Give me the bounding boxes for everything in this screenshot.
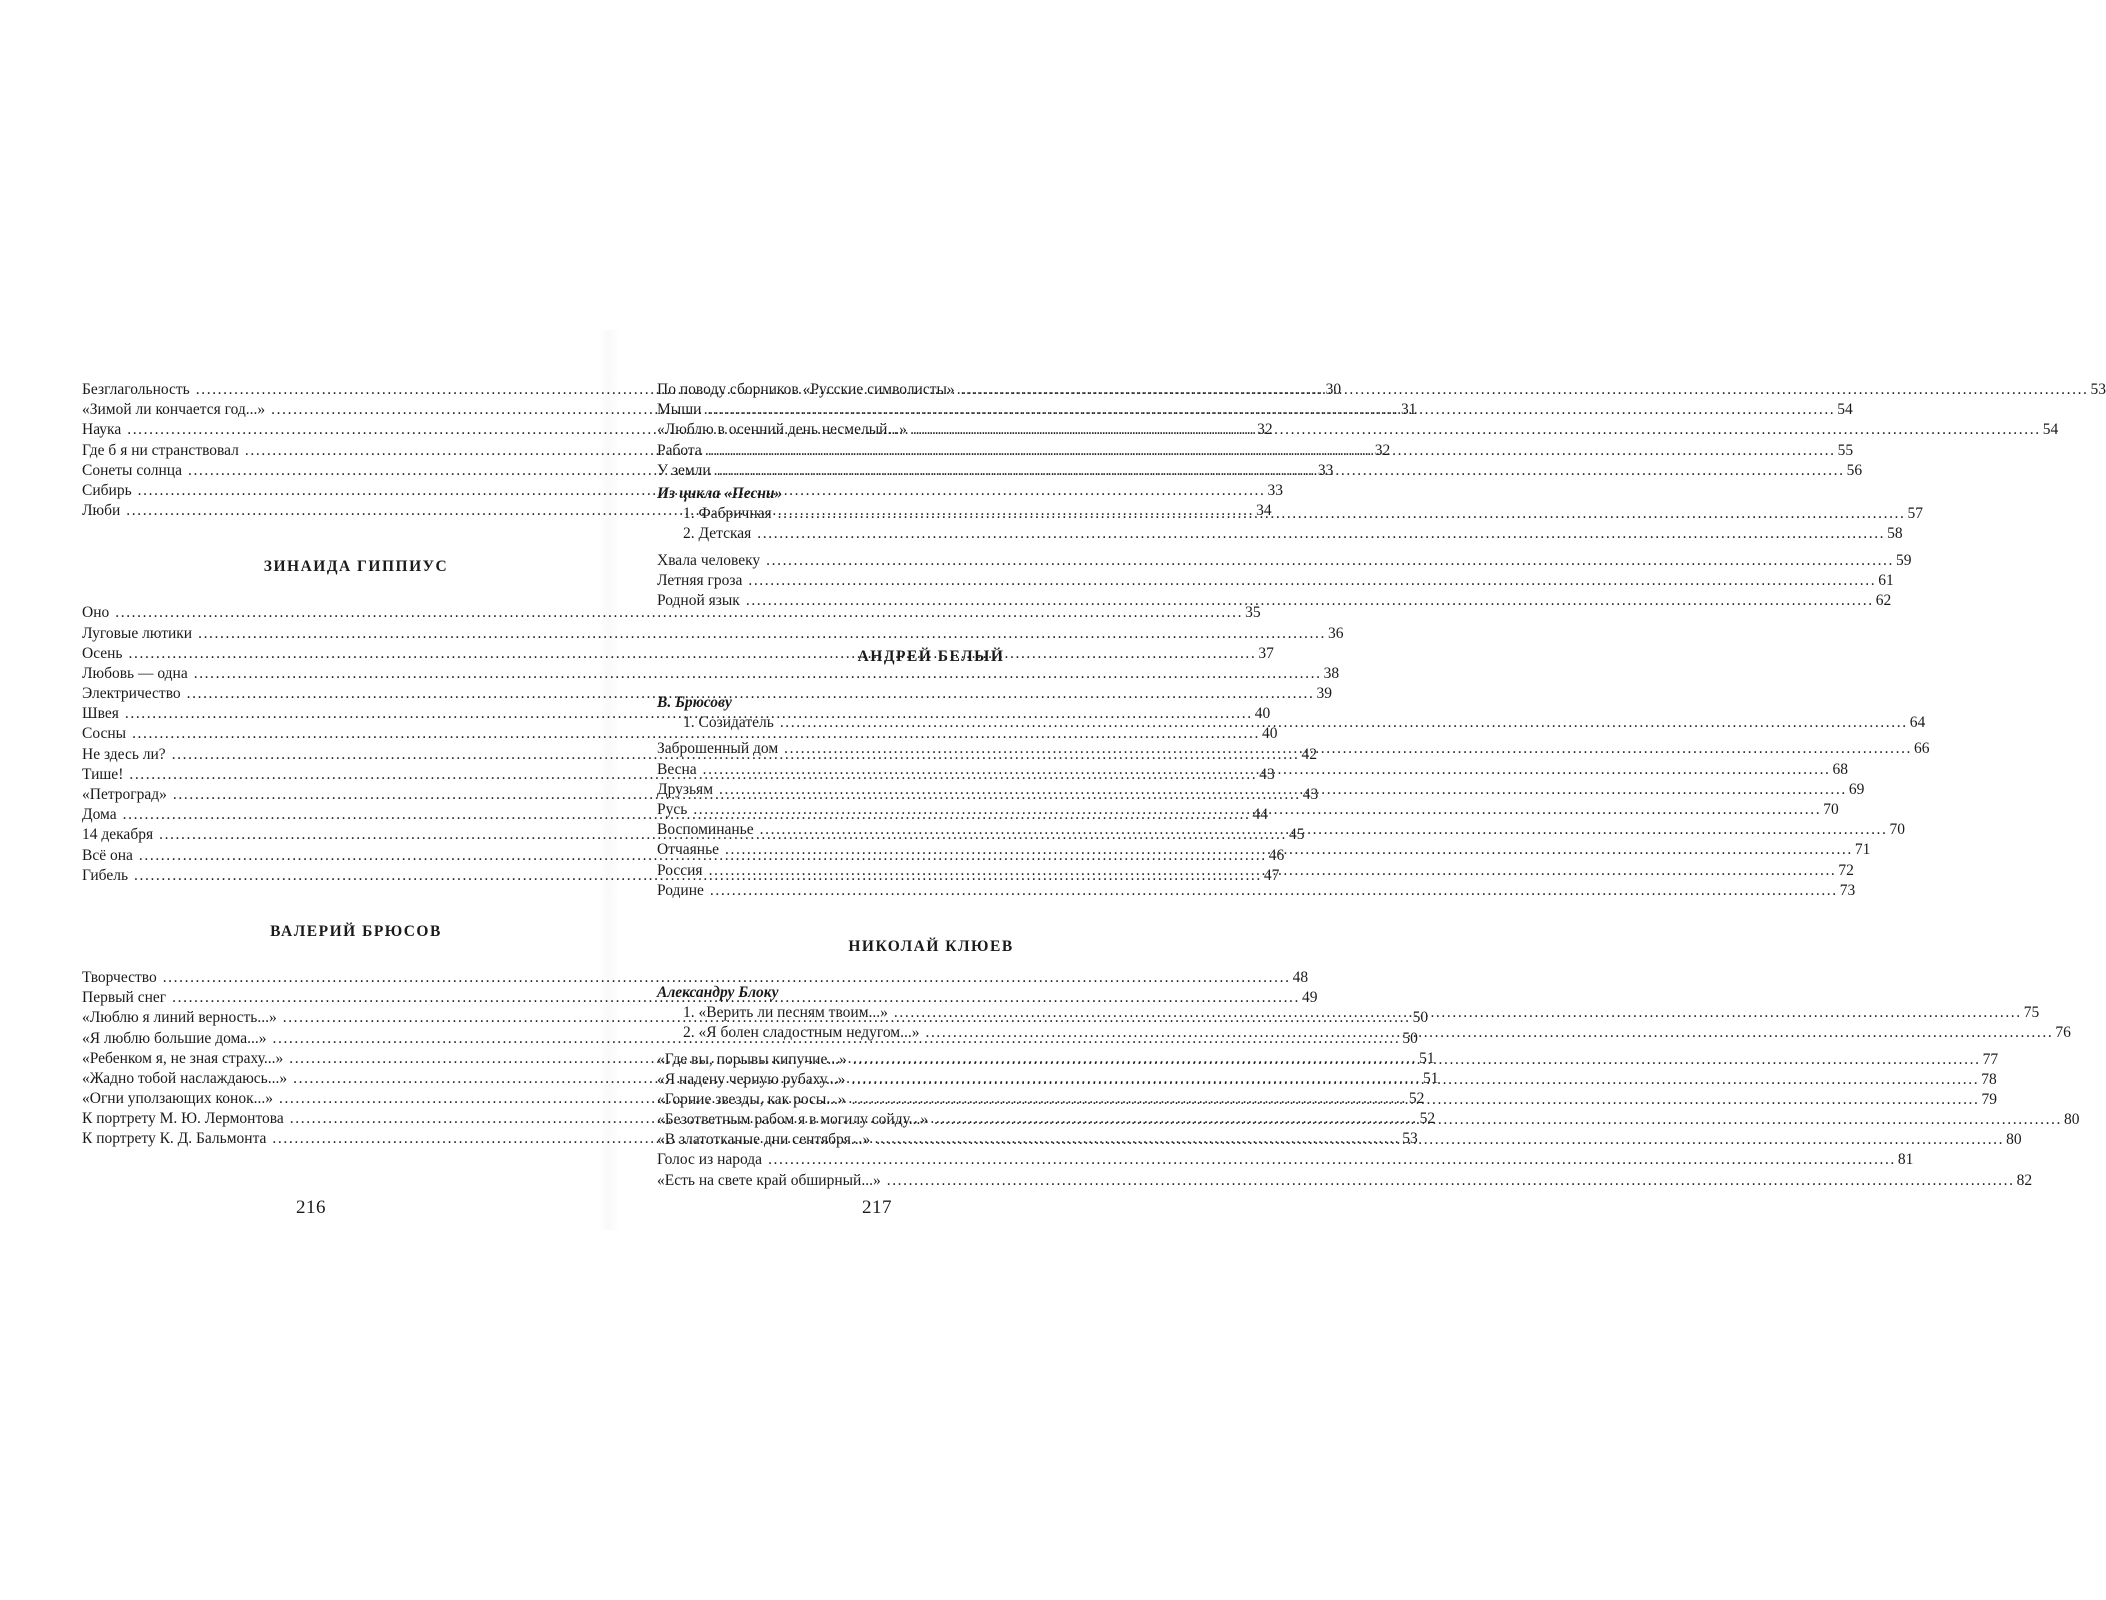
toc-entry-title: Отчаянье (657, 841, 720, 859)
leader-dots (703, 760, 1831, 780)
toc-entry-title: Воспоминанье (657, 821, 754, 839)
toc-entry-title: Хвала человеку (657, 551, 761, 569)
leader-dots (766, 551, 1894, 571)
toc-entry-title: Сибирь (82, 481, 132, 499)
toc-entry-page: 54 (1837, 401, 1853, 419)
toc-entry-title: «Зимой ли кончается год...» (82, 401, 266, 419)
toc-entry-page: 80 (2006, 1131, 2022, 1149)
toc-entry-page: 72 (1838, 861, 1854, 879)
leader-dots (784, 739, 1912, 759)
toc-entry-title: Русь (657, 801, 688, 818)
toc-entry-page: 82 (2016, 1171, 2033, 1189)
author-heading-klyuev: НИКОЛАЙ КЛЮЕВ (848, 937, 1014, 955)
toc-entry-title: Тише! (82, 765, 124, 783)
toc-entry-title: «Люблю я линий верность...» (82, 1009, 277, 1027)
leader-dots (780, 713, 1908, 733)
toc-entry-title: Друзьям (657, 780, 713, 798)
toc-entry-page: 38 (1323, 664, 1340, 682)
toc-entry-page: 33 (1317, 461, 1334, 479)
toc-entry-title: Весна (657, 760, 697, 778)
toc-entry-page: 50 (1412, 1009, 1429, 1027)
toc-entry-page: 53 (2090, 381, 2106, 398)
toc-entry-page: 35 (1245, 604, 1261, 622)
toc-entry-title: Не здесь ли? (82, 745, 166, 763)
toc-entry-page: 51 (1422, 1069, 1439, 1087)
toc-entry-page: 30 (1325, 381, 1342, 398)
leader-dots (853, 1050, 1981, 1070)
toc-entry-page: 61 (1878, 571, 1894, 589)
toc-entry-page: 71 (1854, 841, 1871, 859)
toc-entry-page: 54 (2042, 421, 2059, 439)
toc-entry-title: Голос из народа (657, 1151, 763, 1169)
toc-entry-title: «Есть на свете край обширный...» (657, 1171, 881, 1189)
toc-entry-page: 47 (1263, 866, 1280, 884)
toc-entry-title: По поводу сборников «Русские символисты» (657, 381, 955, 398)
toc-entry-title: «В златотканые дни сентября...» (657, 1131, 871, 1149)
toc-entry (657, 524, 1903, 544)
toc-entry-title: Луговые лютики (82, 624, 193, 642)
leader-dots (719, 780, 1847, 800)
toc-entry (82, 724, 1278, 744)
toc-entry-title: Швея (82, 705, 119, 723)
toc-entry-title: «Люблю в осенний день несмелый...» (657, 421, 907, 439)
toc-entry (657, 591, 1892, 611)
leader-dots (757, 524, 1885, 544)
toc-entry-title: «Безответным рабом я в могилу сойду...» (657, 1111, 929, 1129)
toc-entry-page: 76 (2055, 1024, 2071, 1042)
toc-entry-page: 33 (1267, 481, 1283, 499)
toc-entry-title: «Где вы, порывы кипучие...» (657, 1050, 847, 1068)
toc-entry-title: «Горние звезды, как росы...» (657, 1090, 846, 1108)
toc-entry-page: 81 (1897, 1151, 1914, 1169)
leader-dots (746, 591, 1874, 611)
toc-entry-page: 37 (1258, 644, 1274, 662)
toc-entry (657, 1150, 1914, 1170)
toc-entry-page: 34 (1256, 502, 1272, 520)
toc-entry (657, 881, 1856, 901)
toc-entry-page: 80 (2064, 1111, 2080, 1129)
toc-entry-page: 32 (1374, 441, 1391, 459)
leader-dots (768, 1150, 1896, 1170)
cycle-heading-to-bryusov: В. Брюсову (657, 694, 732, 712)
toc-entry-title: Работа (657, 441, 702, 459)
toc-entry-page: 50 (1402, 1029, 1418, 1047)
leader-dots (851, 1070, 1979, 1090)
toc-entry-page: 78 (1981, 1070, 1997, 1088)
toc-entry-title: 14 декабря (82, 826, 154, 844)
leader-dots (693, 800, 1821, 820)
toc-entry-page: 36 (1327, 624, 1344, 642)
toc-entry (657, 1171, 2033, 1191)
toc-entry-title: 1. Созидатель (683, 714, 774, 732)
leader-dots (876, 1130, 2004, 1150)
toc-entry-title: Наука (82, 421, 122, 439)
toc-entry-title: Любовь — одна (82, 664, 188, 682)
toc-entry-page: 70 (1889, 821, 1905, 839)
leader-dots (710, 881, 1838, 901)
toc-entry-title: 2. Детская (683, 525, 752, 543)
toc-entry-page: 52 (1419, 1110, 1436, 1128)
toc-entry-title: «Я люблю большие дома...» (82, 1029, 267, 1047)
leader-dots (934, 1110, 2062, 1130)
toc-entry (82, 664, 1340, 684)
toc-entry-page: 70 (1823, 801, 1839, 818)
toc-entry (82, 968, 1309, 988)
toc-entry-title: 1. «Верить ли песням твоим...» (683, 1004, 888, 1022)
toc-entry-page: 31 (1401, 401, 1417, 419)
toc-entry-title: 2. «Я болен сладостным недугом...» (683, 1024, 920, 1042)
toc-entry-page: 66 (1914, 740, 1930, 758)
leader-dots (748, 571, 1876, 591)
toc-entry-title: Безглагольность (82, 381, 190, 398)
toc-entry-page: 44 (1252, 806, 1268, 824)
toc-entry-title: Родной язык (657, 591, 740, 609)
toc-entry-page: 58 (1887, 525, 1903, 543)
toc-entry-title: Сонеты солнца (82, 461, 182, 479)
toc-entry-page: 56 (1846, 461, 1863, 479)
after-cycle-list (657, 551, 1912, 612)
leader-dots (725, 840, 1853, 860)
toc-entry-title: «Огни уползающих конок...» (82, 1090, 273, 1108)
author-heading-bryusov: ВАЛЕРИЙ БРЮСОВ (270, 922, 442, 940)
toc-entry-title: «Я надену черную рубаху...» (657, 1070, 846, 1088)
leader-dots (707, 400, 1835, 420)
toc-entry-page: 55 (1837, 441, 1854, 459)
author-heading-gippius: ЗИНАИДА ГИППИУС (263, 558, 449, 576)
toc-entry-page: 64 (1909, 714, 1926, 732)
toc-entry-title: Первый снег (82, 989, 167, 1007)
toc-entry-title: Осень (82, 644, 123, 662)
toc-entry-page: 75 (2023, 1004, 2040, 1022)
toc-entry-title: Творчество (82, 968, 157, 986)
toc-entry-page: 48 (1292, 968, 1309, 986)
toc-entry (657, 551, 1912, 571)
toc-entry-title: Заброшенный дом (657, 740, 779, 758)
toc-entry-page: 73 (1839, 881, 1856, 899)
toc-entry-title: Оно (82, 604, 110, 622)
toc-entry-title: Электричество (82, 685, 181, 703)
toc-entry-page: 45 (1288, 826, 1305, 844)
toc-entry-title: Россия (657, 861, 703, 879)
toc-entry-page: 52 (1408, 1090, 1425, 1108)
leader-dots (852, 1090, 1980, 1110)
toc-entry-title: «Жадно тобой наслаждаюсь...» (82, 1069, 288, 1087)
toc-entry-title: У земли (657, 461, 711, 479)
toc-entry-page: 57 (1907, 505, 1924, 523)
toc-entry-title: Летняя гроза (657, 571, 743, 589)
toc-entry-page: 77 (1982, 1050, 1999, 1068)
cycle-heading-songs: Из цикла «Песни» (657, 484, 783, 502)
toc-entry-title: Дома (82, 806, 117, 824)
toc-entry-title: 1. Фабричная (683, 505, 772, 523)
toc-entry (82, 624, 1344, 644)
leader-dots (709, 861, 1837, 881)
toc-entry (82, 603, 1261, 623)
toc-entry-page: 42 (1301, 745, 1318, 763)
leader-dots (894, 1003, 2022, 1023)
toc-entry-title: К портрету М. Ю. Лермонтова (82, 1110, 284, 1128)
leader-dots (961, 380, 2089, 400)
toc-entry-title: «Петроград» (82, 786, 167, 803)
toc-entry (657, 571, 1894, 591)
leader-dots (913, 420, 2041, 440)
toc-entry-title: Где б я ни странствовал (82, 441, 239, 459)
toc-entry-page: 69 (1848, 780, 1865, 798)
toc-entry-page: 62 (1875, 591, 1892, 609)
toc-entry-title: Люби (82, 502, 121, 520)
toc-entry-title: Родине (657, 881, 704, 899)
toc-entry-title: Всё она (82, 846, 133, 864)
toc-entry-title: Сосны (82, 725, 127, 743)
leader-dots (717, 461, 1845, 481)
toc-entry-page: 46 (1268, 846, 1285, 864)
page-number-right: 217 (862, 1197, 892, 1218)
leader-dots (887, 1171, 2015, 1191)
toc-entry-title: Гибель (82, 866, 129, 884)
toc-entry-title: Мыши (657, 401, 702, 419)
toc-entry-page: 49 (1302, 989, 1318, 1007)
page-number-left: 216 (296, 1197, 326, 1218)
toc-entry-page: 59 (1896, 551, 1912, 569)
leader-dots (760, 820, 1888, 840)
toc-entry-page: 53 (1402, 1130, 1418, 1148)
toc-entry-page: 40 (1261, 725, 1278, 743)
leader-dots (925, 1023, 2053, 1043)
toc-entry-page: 79 (1981, 1090, 1998, 1108)
toc-entry-page: 32 (1257, 421, 1273, 439)
toc-entry-page: 43 (1302, 786, 1319, 803)
author-heading-bely: АНДРЕЙ БЕЛЫЙ (857, 648, 1005, 666)
toc-entry-page: 40 (1254, 705, 1271, 723)
toc-entry-title: «Ребенком я, не зная страху...» (82, 1049, 284, 1067)
cycle-heading-to-blok: Александру Блоку (657, 983, 779, 1001)
toc-entry-title: К портрету К. Д. Бальмонта (82, 1130, 267, 1148)
toc-entry-page: 68 (1832, 760, 1849, 778)
toc-entry-page: 51 (1419, 1049, 1435, 1067)
toc-entry-page: 43 (1259, 765, 1275, 783)
toc-entry-page: 39 (1316, 685, 1333, 703)
leader-dots (708, 441, 1836, 461)
leader-dots (778, 504, 1906, 524)
